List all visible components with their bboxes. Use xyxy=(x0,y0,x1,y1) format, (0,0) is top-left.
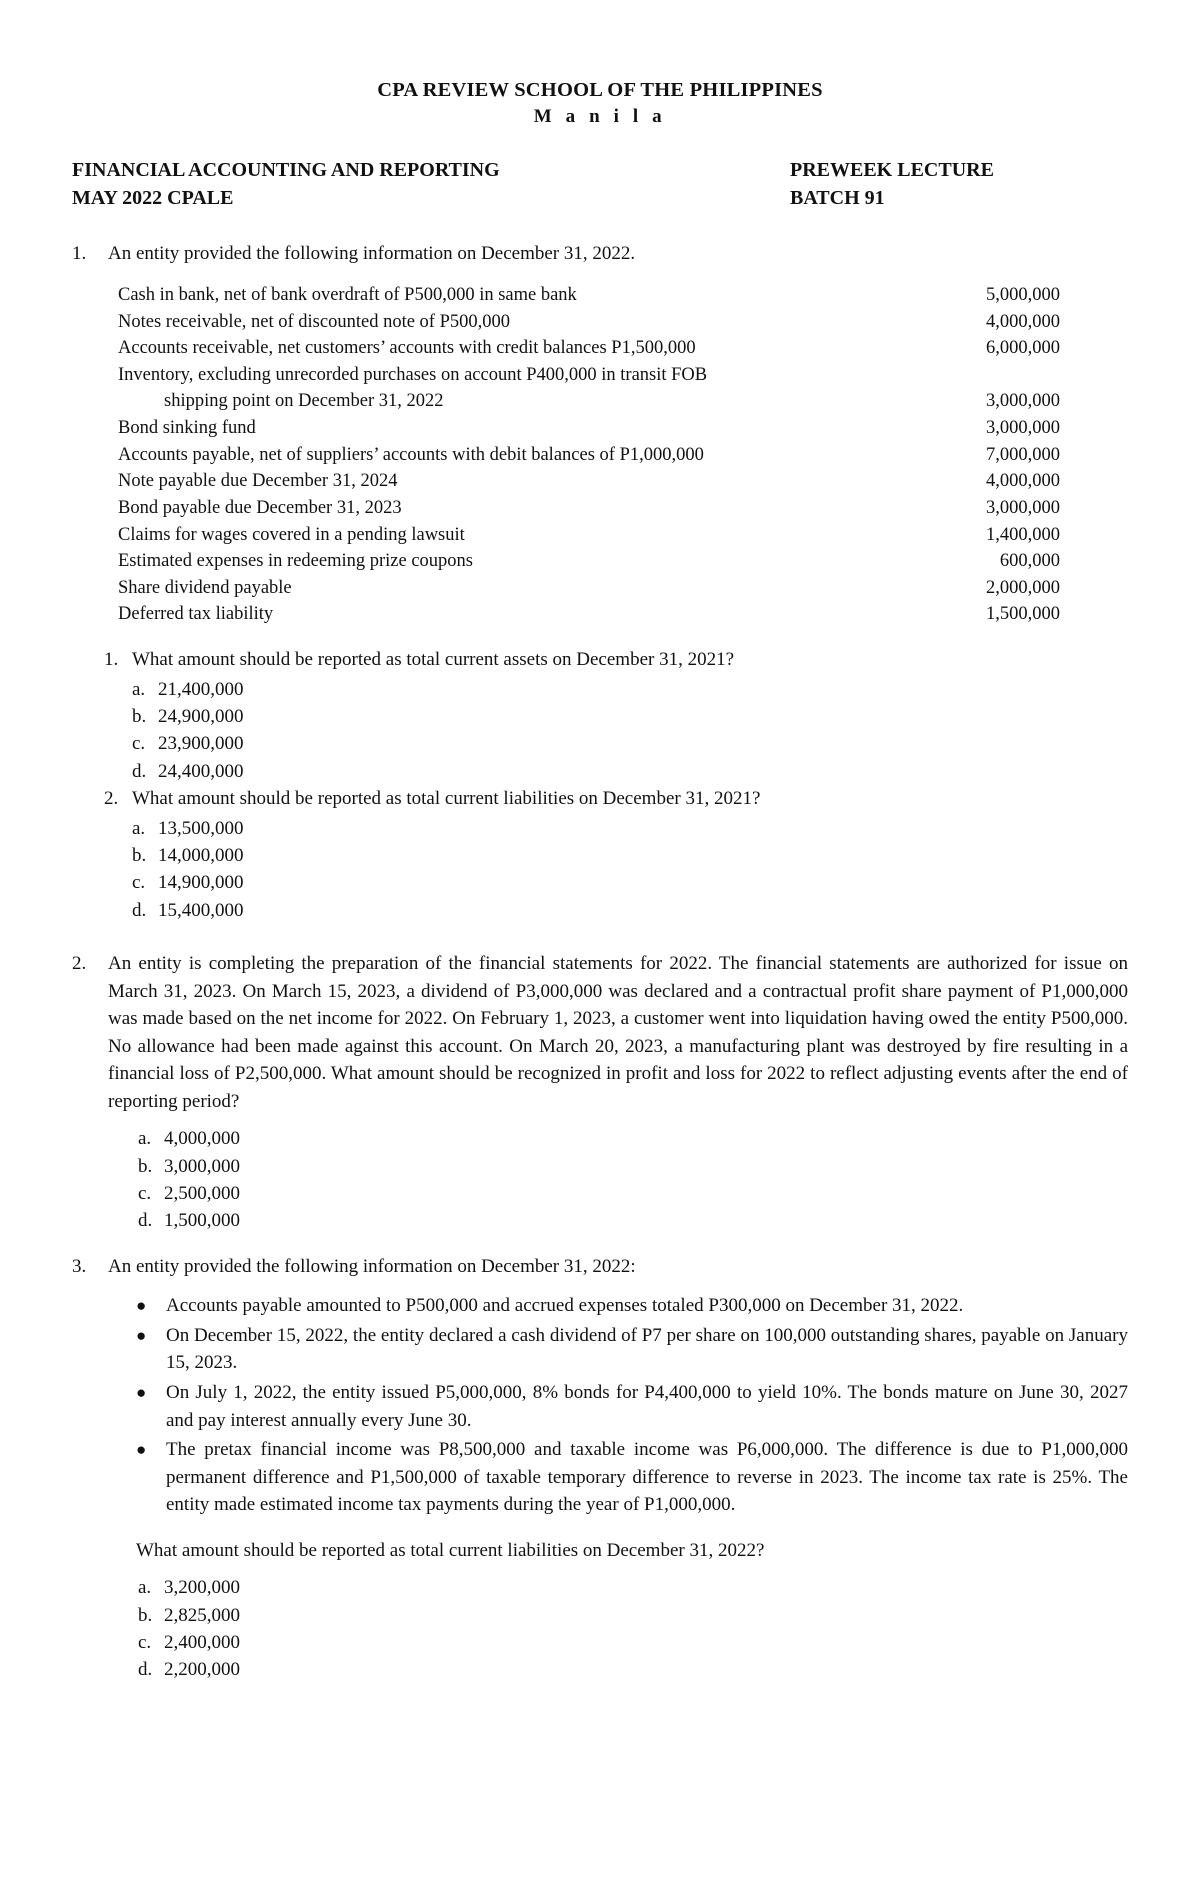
table-row xyxy=(72,282,1128,309)
bullet-text: The pretax financial income was P8,500,000 and taxable income was P6,000,000. The difference is due to P1,000,000 permanent difference and P1,500,000 of taxable temporary difference to reverse in 2023. The income tax rate is 25%. The entity made estimated income tax payments during the year of P1,000,000. xyxy=(166,1439,1128,1516)
choice-text: 23,900,000 xyxy=(158,733,244,755)
table-row-amount: 4,000,000 xyxy=(986,311,1060,332)
bullet-icon: ● xyxy=(136,1296,147,1316)
table-row xyxy=(72,575,1128,602)
table-row-label: Claims for wages covered in a pending lawsuit xyxy=(118,524,465,545)
question-stem: An entity provided the following information on December 31, 2022. xyxy=(108,243,636,265)
choice-text: 21,400,000 xyxy=(158,678,244,700)
choice-letter: a. xyxy=(132,817,146,839)
choice-letter: a. xyxy=(138,1128,152,1150)
batch-title: BATCH 91 xyxy=(790,187,885,210)
table-row-amount: 4,000,000 xyxy=(986,471,1060,492)
closing-question: What amount should be reported as total current liabilities on December 31, 2022? xyxy=(136,1539,765,1561)
choice-text: 2,400,000 xyxy=(164,1631,240,1653)
table-row-amount: 2,000,000 xyxy=(986,577,1060,598)
table-row-label: Note payable due December 31, 2024 xyxy=(118,471,398,492)
table-row-amount: 7,000,000 xyxy=(986,444,1060,465)
document-header xyxy=(72,78,1128,212)
question-number: 3. xyxy=(72,1255,87,1277)
table-row-label: Accounts receivable, net customers’ accounts with credit balances P1,500,000 xyxy=(118,338,696,359)
bullet-text: On December 15, 2022, the entity declared a cash dividend of P7 per share on 100,000 outstanding shares, payable on January 15, 2023. xyxy=(166,1324,1128,1374)
choice-letter: d. xyxy=(132,899,147,921)
table-row-amount: 3,000,000 xyxy=(986,497,1060,518)
question-body xyxy=(108,1253,1128,1684)
school-title: CPA REVIEW SCHOOL OF THE PHILIPPINES xyxy=(377,79,823,101)
choice-letter: b. xyxy=(138,1155,153,1177)
choice-item[interactable] xyxy=(138,1207,1128,1234)
choice-item[interactable] xyxy=(138,1153,1128,1180)
choice-letter: a. xyxy=(138,1577,152,1599)
choice-letter: c. xyxy=(138,1183,152,1205)
choice-text: 13,500,000 xyxy=(158,817,244,839)
table-row xyxy=(72,468,1128,495)
list-item xyxy=(136,1322,1128,1377)
choice-text: 2,200,000 xyxy=(164,1659,240,1681)
table-row xyxy=(72,548,1128,575)
choice-text: 2,825,000 xyxy=(164,1604,240,1626)
table-row-label: Share dividend payable xyxy=(118,577,292,598)
table-row-label: shipping point on December 31, 2022 xyxy=(164,391,444,412)
question-item xyxy=(72,950,1128,1235)
question-number: 2. xyxy=(72,953,87,975)
table-row xyxy=(72,388,1128,415)
bullet-icon: ● xyxy=(136,1382,147,1402)
question-stem: An entity is completing the preparation of the financial statements for 2022. The financial statements are authorized for issue on March 31, 2023. On March 15, 2023, a dividend of P3,000,000 was declared and a contractual profit share payment of P1,000,000 was made based on the net income for 2022. On February 1, 2023, a customer went into liquidation having owed the entity P500,000. No allowance had been made against this account. On March 20, 2023, a manufacturing plant was destroyed by fire resulting in a financial loss of P2,500,000. What amount should be recognized in profit and loss for 2022 to reflect adjusting events after the end of reporting period? xyxy=(108,953,1128,1112)
table-row-amount: 5,000,000 xyxy=(986,284,1060,305)
choice-item[interactable] xyxy=(138,1656,1128,1683)
choice-item[interactable] xyxy=(138,1125,1128,1152)
table-row xyxy=(72,442,1128,469)
table-row-amount: 600,000 xyxy=(999,551,1060,572)
bullet-text: Accounts payable amounted to P500,000 and accrued expenses totaled P300,000 on December 31, 2022. xyxy=(166,1295,964,1317)
choice-text: 3,200,000 xyxy=(164,1577,240,1599)
table-row-label: Accounts payable, net of suppliers’ accounts with debit balances of P1,000,000 xyxy=(118,444,704,465)
choice-item[interactable] xyxy=(132,758,1128,785)
table-row xyxy=(72,522,1128,549)
course-header-block xyxy=(72,156,1128,213)
choice-text: 4,000,000 xyxy=(164,1128,240,1150)
choice-letter: d. xyxy=(138,1210,153,1232)
table-row-label: Cash in bank, net of bank overdraft of P500,000 in same bank xyxy=(118,284,577,305)
choice-letter: b. xyxy=(138,1604,153,1626)
question-stem: An entity provided the following information on December 31, 2022: xyxy=(108,1255,636,1277)
choice-item[interactable] xyxy=(132,842,1128,869)
choice-item[interactable] xyxy=(132,676,1128,703)
subquestion-text: What amount should be reported as total current assets on December 31, 2021? xyxy=(132,649,735,671)
bullet-icon: ● xyxy=(136,1325,147,1345)
table-row xyxy=(72,362,1128,389)
table-row xyxy=(72,335,1128,362)
list-item xyxy=(136,1292,1128,1320)
choice-item[interactable] xyxy=(138,1629,1128,1656)
lecture-title: PREWEEK LECTURE xyxy=(790,158,994,181)
table-row xyxy=(72,415,1128,442)
subquestion-item xyxy=(104,646,1128,674)
choice-text: 24,900,000 xyxy=(158,706,244,727)
question-item xyxy=(72,240,1128,268)
choice-text: 1,500,000 xyxy=(164,1210,240,1232)
choice-letter: d. xyxy=(132,760,147,782)
choice-text: 2,500,000 xyxy=(164,1183,240,1205)
school-city: M a n i l a xyxy=(533,106,667,127)
choice-letter: c. xyxy=(132,733,146,755)
question-item xyxy=(72,1253,1128,1684)
choice-item[interactable] xyxy=(132,703,1128,730)
table-row-label: Deferred tax liability xyxy=(118,604,274,625)
question-body xyxy=(108,950,1128,1235)
choice-list xyxy=(132,676,1128,785)
table-row-label: Bond payable due December 31, 2023 xyxy=(118,497,402,518)
choice-list xyxy=(138,1125,1128,1234)
choice-text: 14,900,000 xyxy=(158,872,244,894)
exam-title: MAY 2022 CPALE xyxy=(72,187,234,210)
table-row-label: Notes receivable, net of discounted note of P500,000 xyxy=(118,311,510,332)
bullet-list xyxy=(136,1292,1128,1518)
course-header-right xyxy=(790,156,1090,213)
table-row-amount: 1,500,000 xyxy=(986,604,1060,625)
subquestion-number: 2. xyxy=(104,788,119,810)
question-number: 1. xyxy=(72,243,87,265)
choice-letter: a. xyxy=(132,678,146,700)
bullet-icon: ● xyxy=(136,1440,147,1460)
list-item xyxy=(136,1379,1128,1434)
table-row-amount xyxy=(910,362,1128,389)
course-header-left xyxy=(72,156,500,213)
choice-letter: c. xyxy=(132,872,146,894)
choice-letter: c. xyxy=(138,1631,152,1653)
choice-letter: d. xyxy=(138,1659,153,1681)
question-body xyxy=(108,240,1128,268)
subject-title: FINANCIAL ACCOUNTING AND REPORTING xyxy=(72,158,500,181)
choice-text: 15,400,000 xyxy=(158,899,244,921)
table-row-label: Inventory, excluding unrecorded purchases on account P400,000 in transit FOB xyxy=(118,364,708,385)
table-row-amount: 3,000,000 xyxy=(986,418,1060,439)
choice-list xyxy=(132,815,1128,924)
choice-text: 24,400,000 xyxy=(158,760,244,782)
choice-item[interactable] xyxy=(138,1602,1128,1629)
table-row-label: Estimated expenses in redeeming prize coupons xyxy=(118,551,473,572)
table-row xyxy=(72,601,1128,628)
choice-item[interactable] xyxy=(132,730,1128,757)
choice-letter: b. xyxy=(132,844,147,866)
table-row-amount: 3,000,000 xyxy=(986,391,1060,412)
table-row xyxy=(72,495,1128,522)
choice-item[interactable] xyxy=(138,1180,1128,1207)
table-row xyxy=(72,309,1128,336)
subquestion-list xyxy=(104,646,1128,924)
subquestion-item xyxy=(104,785,1128,813)
table-row-amount: 1,400,000 xyxy=(986,524,1060,545)
table-row-amount: 6,000,000 xyxy=(986,338,1060,359)
subquestion-number: 1. xyxy=(104,649,119,671)
choice-item[interactable] xyxy=(132,815,1128,842)
bullet-text: On July 1, 2022, the entity issued P5,000,000, 8% bonds for P4,400,000 to yield 10%. The bonds mature on June 30, 2027 and pay interest annually every June 30. xyxy=(166,1381,1128,1431)
choice-letter: b. xyxy=(132,706,147,727)
table-row-label: Bond sinking fund xyxy=(118,418,256,439)
choice-text: 14,000,000 xyxy=(158,844,244,866)
question-list xyxy=(72,240,1128,1683)
choice-text: 3,000,000 xyxy=(164,1155,240,1177)
choice-item[interactable] xyxy=(132,869,1128,896)
financial-data-table xyxy=(72,282,1128,628)
list-item xyxy=(136,1436,1128,1519)
choice-item[interactable] xyxy=(138,1574,1128,1601)
choice-item[interactable] xyxy=(132,897,1128,924)
choice-list xyxy=(138,1574,1128,1683)
subquestion-text: What amount should be reported as total current liabilities on December 31, 2021? xyxy=(132,788,761,810)
